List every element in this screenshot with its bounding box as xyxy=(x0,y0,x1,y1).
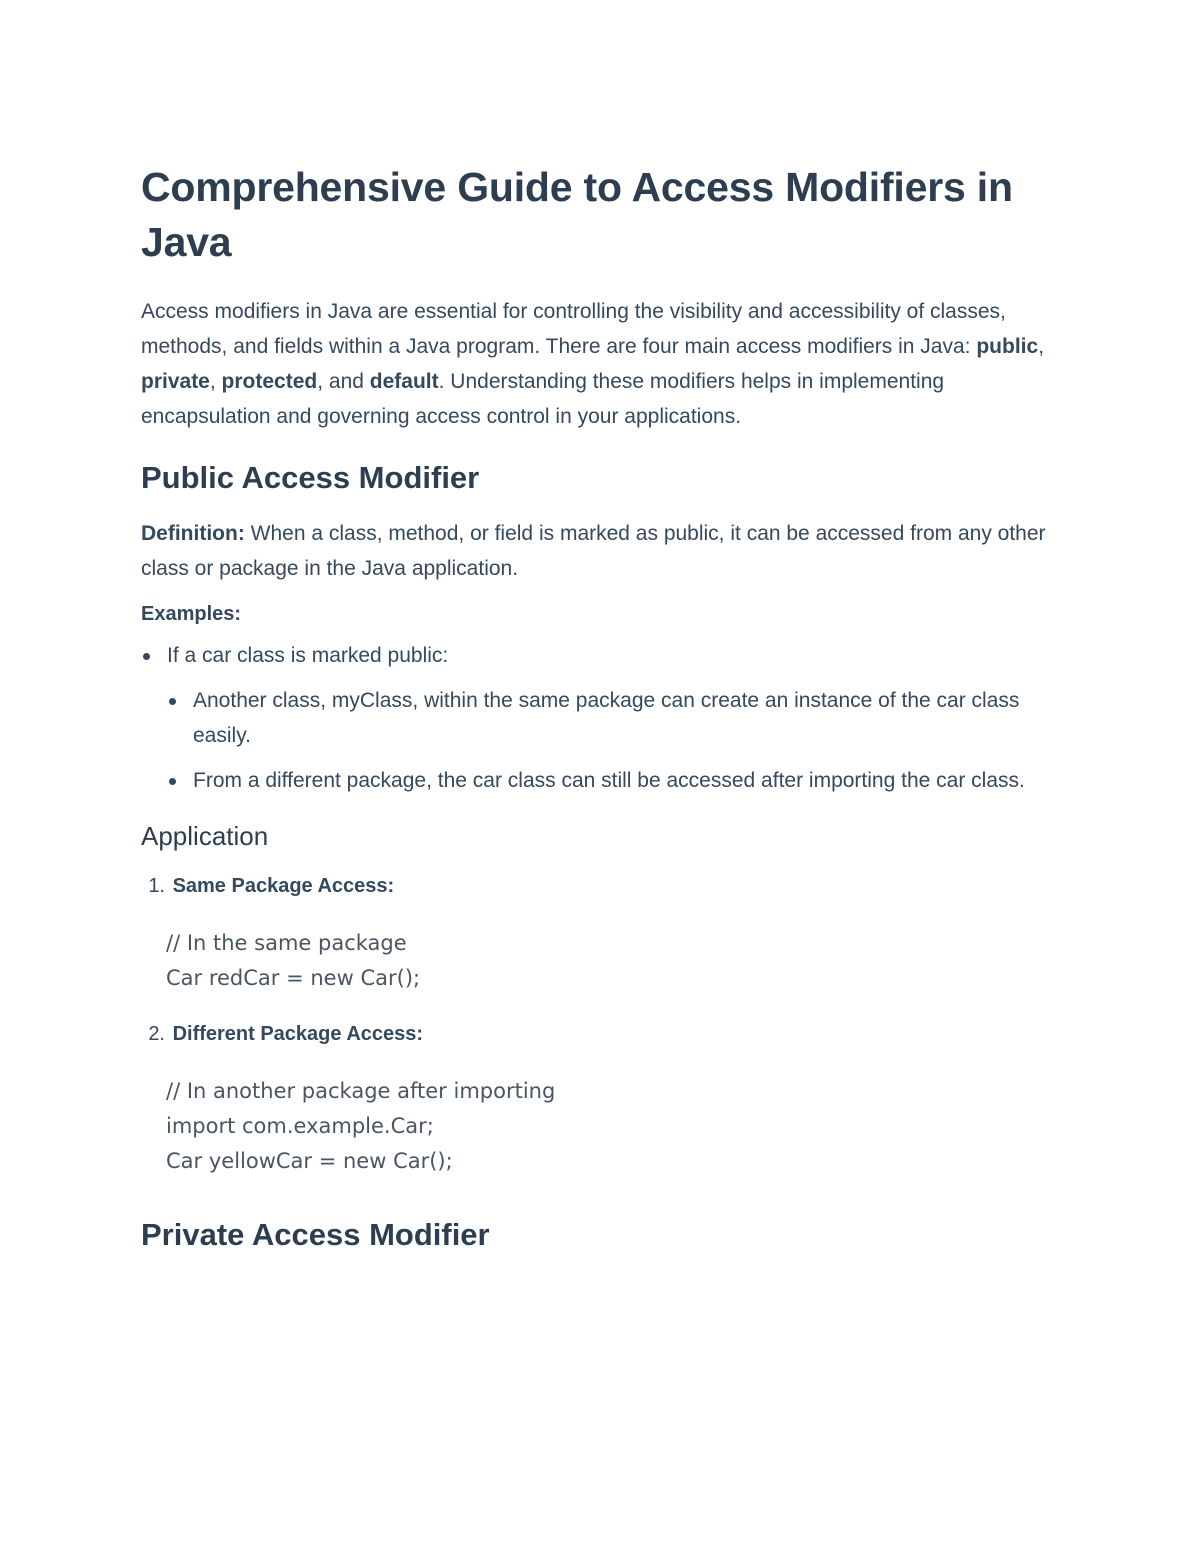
private-section-heading: Private Access Modifier xyxy=(141,1217,490,1252)
intro-text-2: . Understanding these modifiers helps in implementing encapsulation and governing access control in your applications. xyxy=(141,370,945,428)
code-block: // In another package after importing import com.example.Car; Car yellowCar = new Car(); xyxy=(166,1079,556,1173)
bullet-icon xyxy=(143,653,150,660)
sub-example-text: From a different package, the car class can still be accessed after importing the car class. xyxy=(193,769,1025,792)
document-page xyxy=(141,160,1071,1257)
intro-separator: , xyxy=(1038,335,1045,358)
application-item xyxy=(141,1018,1071,1050)
intro-separator: , xyxy=(209,370,222,393)
item-number: 2. xyxy=(148,1023,165,1045)
application-item xyxy=(141,870,1071,902)
item-title: Same Package Access: xyxy=(172,875,395,897)
item-number: 1. xyxy=(148,875,165,897)
bullet-icon xyxy=(169,698,176,705)
intro-separator: , and xyxy=(317,370,370,393)
list-item xyxy=(167,683,1071,753)
keyword-private: private xyxy=(141,370,210,393)
keyword-protected: protected xyxy=(221,370,318,393)
keyword-default: default xyxy=(369,370,439,393)
code-block: // In the same package Car redCar = new Car(); xyxy=(166,931,421,990)
page-title: Comprehensive Guide to Access Modifiers in Java xyxy=(141,164,1013,265)
examples-label: Examples: xyxy=(141,603,242,625)
sub-examples-list xyxy=(167,683,1071,798)
example-main-text: If a car class is marked public: xyxy=(167,644,449,667)
bullet-icon xyxy=(169,778,176,785)
list-item xyxy=(141,638,1071,798)
keyword-public: public xyxy=(976,335,1039,358)
item-title: Different Package Access: xyxy=(172,1023,424,1045)
intro-paragraph xyxy=(141,294,1071,434)
sub-example-text: Another class, myClass, within the same package can create an instance of the car class easily. xyxy=(193,689,1020,747)
intro-text-1: Access modifiers in Java are essential for controlling the visibility and accessibility of classes, methods, and fields within a Java program. There are four main access modifiers in Java: xyxy=(141,300,1006,358)
examples-list xyxy=(141,638,1071,798)
public-section-heading: Public Access Modifier xyxy=(141,460,480,495)
definition-text: When a class, method, or field is marked as public, it can be accessed from any other class or package in the Java application. xyxy=(141,522,1046,580)
list-item xyxy=(167,763,1071,798)
definition-paragraph xyxy=(141,516,1071,586)
definition-label: Definition: xyxy=(141,522,245,545)
application-heading: Application xyxy=(141,821,269,851)
